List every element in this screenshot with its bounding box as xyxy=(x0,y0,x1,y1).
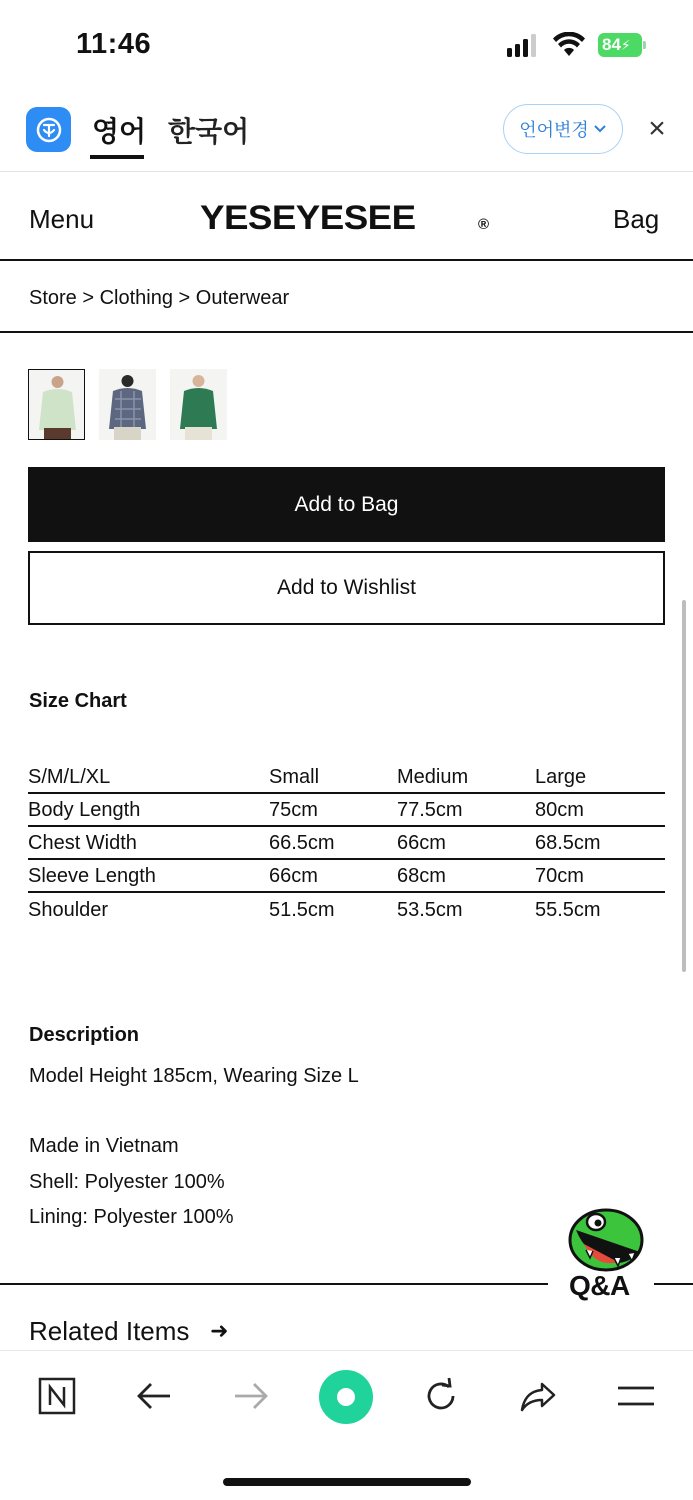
product-thumbnail[interactable] xyxy=(170,369,227,440)
table-cell: 80cm xyxy=(535,799,584,821)
share-icon[interactable] xyxy=(513,1371,563,1421)
refresh-icon[interactable] xyxy=(416,1371,466,1421)
add-to-bag-button[interactable]: Add to Bag xyxy=(28,467,665,542)
table-cell: 53.5cm xyxy=(397,899,463,921)
naver-home-icon[interactable] xyxy=(32,1371,82,1421)
size-chart-title: Size Chart xyxy=(29,690,127,712)
menu-link[interactable]: Menu xyxy=(29,204,95,234)
table-header: Large xyxy=(535,766,587,788)
table-cell: Shoulder xyxy=(28,899,109,921)
description-line: Made in Vietnam xyxy=(29,1135,179,1157)
breadcrumb xyxy=(0,261,693,333)
tab-korean[interactable]: 한국어 xyxy=(168,116,250,147)
wifi-icon xyxy=(553,32,585,58)
table-cell: Body Length xyxy=(28,799,141,821)
table-cell: Sleeve Length xyxy=(28,865,156,887)
product-thumbnails xyxy=(28,369,227,440)
table-cell: 68cm xyxy=(397,865,446,887)
table-header: Small xyxy=(269,766,320,788)
table-cell: 70cm xyxy=(535,865,584,887)
scrollbar[interactable] xyxy=(682,600,686,972)
status-time: 11:46 xyxy=(76,28,152,60)
change-language-button[interactable] xyxy=(503,104,623,154)
breadcrumb-text[interactable]: Store > Clothing > Outerwear xyxy=(29,287,290,309)
table-cell: 68.5cm xyxy=(535,832,601,854)
site-logo[interactable]: YESEYESEE xyxy=(200,199,416,237)
size-chart-table xyxy=(28,760,665,925)
table-row xyxy=(28,793,665,826)
table-header: Medium xyxy=(397,766,469,788)
green-dot-button[interactable] xyxy=(318,1369,374,1425)
close-icon[interactable]: × xyxy=(648,112,666,145)
table-header: S/M/L/XL xyxy=(28,766,111,788)
product-thumbnail[interactable] xyxy=(99,369,156,440)
qa-label[interactable]: Q&A xyxy=(569,1270,630,1301)
translate-bar xyxy=(0,90,693,172)
signal-icon xyxy=(507,33,536,57)
description-line: Lining: Polyester 100% xyxy=(29,1206,234,1228)
description-line: Model Height 185cm, Wearing Size L xyxy=(29,1065,359,1087)
description-title: Description xyxy=(29,1024,140,1046)
back-arrow-icon[interactable] xyxy=(129,1371,179,1421)
description-line: Shell: Polyester 100% xyxy=(29,1171,225,1193)
table-cell: Chest Width xyxy=(28,832,137,854)
section-divider xyxy=(654,1283,693,1285)
site-header xyxy=(0,172,693,261)
chevron-down-icon xyxy=(593,124,607,134)
translate-app-icon[interactable] xyxy=(26,107,71,152)
add-to-wishlist-button[interactable]: Add to Wishlist xyxy=(28,551,665,625)
status-bar xyxy=(0,0,693,90)
table-cell: 66cm xyxy=(269,865,318,887)
table-row xyxy=(28,892,665,925)
table-cell: 51.5cm xyxy=(269,899,335,921)
registered-mark: ® xyxy=(478,216,490,233)
table-cell: 75cm xyxy=(269,799,318,821)
battery-icon: 84⚡ xyxy=(598,33,646,57)
tab-english[interactable]: 영어 xyxy=(92,116,147,147)
table-cell: 77.5cm xyxy=(397,799,463,821)
product-thumbnail[interactable] xyxy=(28,369,85,440)
table-row xyxy=(28,859,665,892)
change-language-label: 언어변경 xyxy=(519,120,589,140)
active-tab-indicator xyxy=(90,155,144,159)
table-row xyxy=(28,826,665,859)
home-indicator[interactable] xyxy=(223,1478,471,1486)
table-cell: 66.5cm xyxy=(269,832,335,854)
section-divider xyxy=(0,1283,548,1285)
browser-toolbar xyxy=(0,1350,693,1500)
forward-arrow-icon[interactable] xyxy=(226,1371,276,1421)
battery-level: 84 xyxy=(602,35,621,54)
menu-icon[interactable] xyxy=(611,1371,661,1421)
table-cell: 55.5cm xyxy=(535,899,601,921)
arrow-right-icon: ➜ xyxy=(210,1318,229,1343)
table-cell: 66cm xyxy=(397,832,446,854)
related-items-heading[interactable]: Related Items xyxy=(29,1316,190,1346)
table-header-row xyxy=(28,760,665,793)
bag-link[interactable]: Bag xyxy=(613,204,660,234)
